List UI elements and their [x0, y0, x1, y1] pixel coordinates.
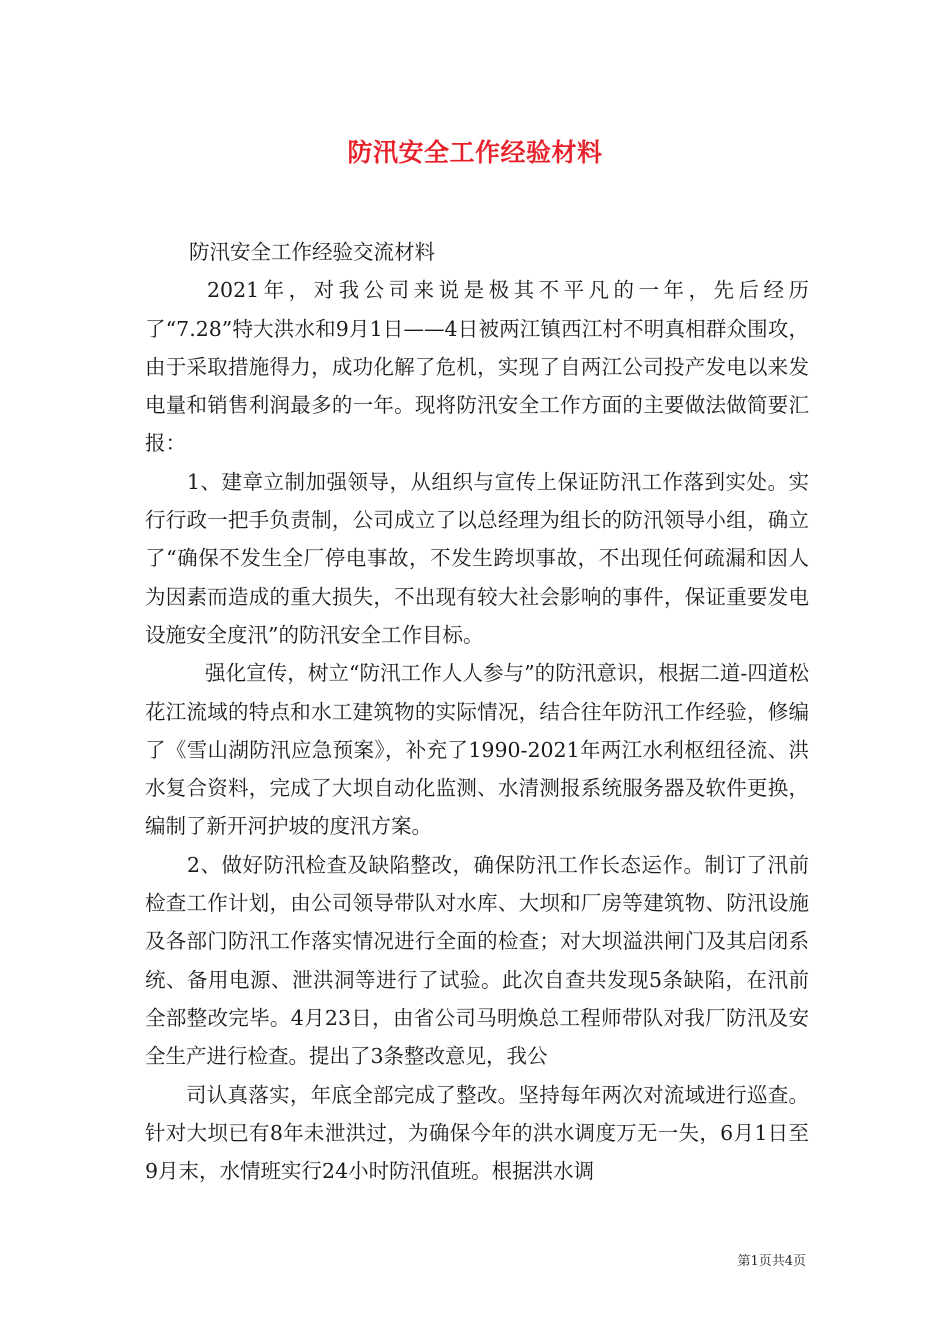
document-subtitle: 防汛安全工作经验交流材料 [189, 240, 435, 264]
paragraph-intro: 2021年，对我公司来说是极其不平凡的一年，先后经历了“7.28”特大洪水和9月1日——4日被两江镇西江村不明真相群众围攻，由于采取措施得力，成功化解了危机，实现了自两江公司投产发电以来发电量和销售利润最多的一年。现将防汛安全工作方面的主要做法做简要汇报： [145, 278, 809, 456]
paragraph-section-1: 1、建章立制加强领导，从组织与宣传上保证防汛工作落到实处。实行行政一把手负责制，公司成立了以总经理为组长的防汛领导小组，确立了“确保不发生全厂停电事故，不发生跨坝事故，不出现任何疏漏和因人为因素而造成的重大损失，不出现有较大社会影响的事件，保证重要发电设施安全度汛”的防汛安全工作目标。 [145, 469, 809, 647]
document-body [145, 233, 809, 1190]
paragraph-section-2: 2、做好防汛检查及缺陷整改，确保防汛工作长态运作。制订了汛前检查工作计划，由公司领导带队对水库、大坝和厂房等建筑物、防汛设施及各部门防汛工作落实情况进行全面的检查；对大坝溢洪闸门及其启闭系统、备用电源、泄洪洞等进行了试验。此次自查共发现5条缺陷，在汛前全部整改完毕。4月23日，由省公司马明焕总工程师带队对我厂防汛及安全生产进行检查。提出了3条整改意见，我公 [145, 852, 809, 1069]
page-number: 第1页共4页 [737, 1254, 806, 1269]
paragraph-continuation: 司认真落实，年底全部完成了整改。坚持每年两次对流域进行巡查。针对大坝已有8年未泄洪过，为确保今年的洪水调度万无一失，6月1日至9月末，水情班实行24小时防汛值班。根据洪水调 [145, 1082, 809, 1184]
document-title: 防汛安全工作经验材料 [347, 138, 603, 167]
paragraph-publicity: 强化宣传，树立“防汛工作人人参与”的防汛意识，根据二道-四道松花江流域的特点和水工建筑物的实际情况，结合往年防汛工作经验，修编了《雪山湖防汛应急预案》，补充了1990-2021年两江水利枢纽径流、洪水复合资料，完成了大坝自动化监测、水清测报系统服务器及软件更换，编制了新开河护坡的度汛方案。 [145, 661, 809, 839]
